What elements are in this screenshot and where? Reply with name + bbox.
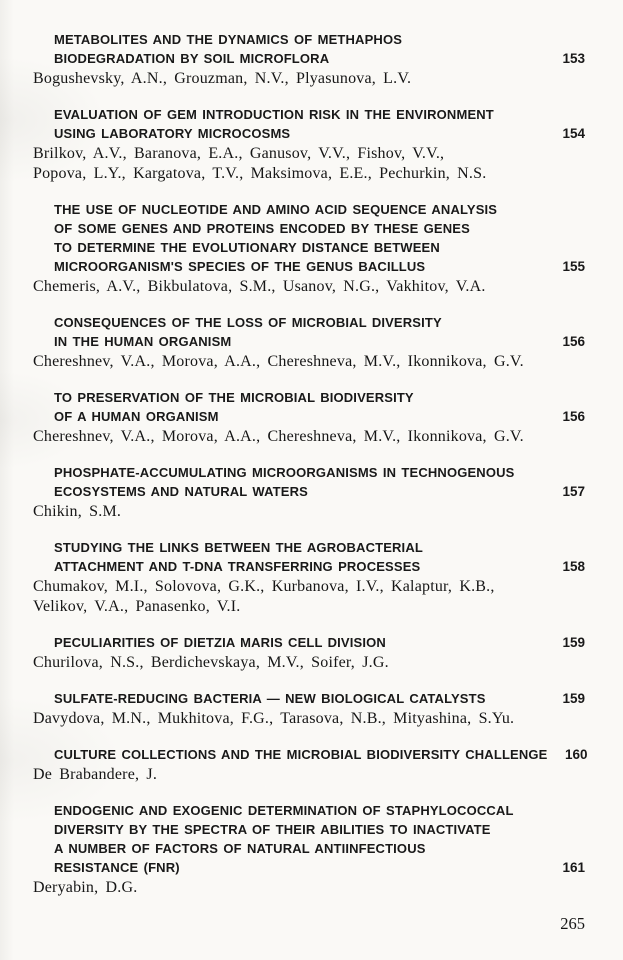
entry-author-line: Popova, L.Y., Kargatova, T.V., Maksimova, E.E., Pechurkin, N.S. (33, 165, 487, 182)
entry-page-number: 159 (562, 635, 585, 650)
entry-authors (33, 144, 585, 184)
entry-authors (33, 277, 585, 297)
entry-title-line: EVALUATION OF GEM INTRODUCTION RISK IN THE ENVIRONMENT (54, 107, 494, 122)
page-folio-number: 265 (560, 914, 585, 933)
entry-page-number: 158 (562, 559, 585, 574)
entry-title (54, 200, 497, 276)
entry-title-line: OF A HUMAN ORGANISM (54, 409, 219, 424)
entry-title-row (33, 30, 585, 68)
toc-entry (33, 30, 585, 89)
entry-author-line: Chereshnev, V.A., Morova, A.A., Chereshneva, M.V., Ikonnikova, G.V. (33, 428, 524, 445)
entry-title-line: METABOLITES AND THE DYNAMICS OF METHAPHOS (54, 32, 403, 47)
entry-title-line: CONSEQUENCES OF THE LOSS OF MICROBIAL DIVERSITY (54, 315, 442, 330)
toc-list (33, 30, 588, 898)
entry-title-row (33, 105, 585, 143)
entry-title-line: SULFATE-REDUCING BACTERIA — NEW BIOLOGICAL CATALYSTS (54, 691, 486, 706)
entry-author-line: Chikin, S.M. (33, 503, 122, 520)
entry-page-number: 154 (562, 126, 585, 141)
entry-title (54, 633, 386, 652)
entry-title-line: DIVERSITY BY THE SPECTRA OF THEIR ABILITIES TO INACTIVATE (54, 822, 491, 837)
entry-title-line: STUDYING THE LINKS BETWEEN THE AGROBACTERIAL (54, 540, 423, 555)
entry-title-line: MICROORGANISM'S SPECIES OF THE GENUS BACILLUS (54, 259, 426, 274)
entry-title-line: PECULIARITIES OF DIETZIA MARIS CELL DIVISION (54, 635, 386, 650)
entry-author-line: Deryabin, D.G. (33, 879, 138, 896)
entry-title-line: THE USE OF NUCLEOTIDE AND AMINO ACID SEQUENCE ANALYSIS (54, 202, 498, 217)
entry-title-line: OF SOME GENES AND PROTEINS ENCODED BY THESE GENES (54, 221, 470, 236)
entry-title-line: TO PRESERVATION OF THE MICROBIAL BIODIVERSITY (54, 390, 414, 405)
entry-author-line: Velikov, V.A., Panasenko, V.I. (33, 598, 241, 615)
entry-authors (33, 69, 585, 89)
toc-entry (33, 463, 585, 522)
entry-author-line: De Brabandere, J. (33, 766, 158, 783)
entry-author-line: Churilova, N.S., Berdichevskaya, M.V., Soifer, J.G. (33, 654, 389, 671)
entry-author-line: Chumakov, M.I., Solovova, G.K., Kurbanova, I.V., Kalaptur, K.B., (33, 578, 495, 595)
toc-entry (33, 538, 585, 617)
entry-authors (33, 709, 585, 729)
entry-title-row (33, 689, 585, 708)
entry-title-row (33, 200, 585, 276)
entry-title (54, 801, 514, 877)
entry-title-line: ECOSYSTEMS AND NATURAL WATERS (54, 484, 308, 499)
entry-title (54, 538, 423, 576)
entry-title-row (33, 463, 585, 501)
toc-entry (33, 689, 585, 729)
entry-page-number: 153 (562, 51, 585, 66)
toc-entry (33, 633, 585, 673)
toc-entry (33, 801, 585, 898)
entry-title (54, 313, 442, 351)
entry-title-line: RESISTANCE (FNR) (54, 860, 180, 875)
entry-title-line: ATTACHMENT AND T-DNA TRANSFERRING PROCESSES (54, 559, 421, 574)
entry-title (54, 689, 486, 708)
entry-author-line: Bogushevsky, A.N., Grouzman, N.V., Plyasunova, L.V. (33, 70, 412, 87)
entry-title-line: ENDOGENIC AND EXOGENIC DETERMINATION OF STAPHYLOCOCCAL (54, 803, 514, 818)
entry-page-number: 157 (562, 484, 585, 499)
entry-authors (33, 427, 585, 447)
entry-title (54, 30, 402, 68)
toc-entry (33, 200, 585, 297)
entry-title-row (33, 538, 585, 576)
entry-title-row (33, 801, 585, 877)
entry-title (54, 105, 494, 143)
entry-title (54, 388, 414, 426)
entry-authors (33, 765, 585, 785)
entry-author-line: Brilkov, A.V., Baranova, E.A., Ganusov, V.V., Fishov, V.V., (33, 145, 445, 162)
entry-page-number: 161 (562, 860, 585, 875)
entry-page-number: 160 (564, 747, 588, 762)
entry-authors (33, 878, 585, 898)
entry-page-number: 156 (562, 334, 585, 349)
entry-title-row (33, 633, 585, 652)
entry-title-line: A NUMBER OF FACTORS OF NATURAL ANTIINFECTIOUS (54, 841, 426, 856)
entry-title-line: IN THE HUMAN ORGANISM (54, 334, 232, 349)
entry-page-number: 155 (562, 259, 585, 274)
entry-authors (33, 502, 585, 522)
entry-title-line: USING LABORATORY MICROCOSMS (54, 126, 291, 141)
entry-title-row (33, 313, 585, 351)
entry-title-row (33, 388, 585, 426)
entry-title (54, 463, 514, 501)
entry-title-line: TO DETERMINE THE EVOLUTIONARY DISTANCE BETWEEN (54, 240, 440, 255)
entry-author-line: Davydova, M.N., Mukhitova, F.G., Tarasova, N.B., Mityashina, S.Yu. (33, 710, 515, 727)
toc-entry (33, 745, 588, 785)
entry-title-line: PHOSPHATE-ACCUMULATING MICROORGANISMS IN TECHNOGENOUS (54, 465, 515, 480)
entry-page-number: 156 (562, 409, 585, 424)
entry-authors (33, 653, 585, 673)
entry-page-number: 159 (562, 691, 585, 706)
entry-title-line: CULTURE COLLECTIONS AND THE MICROBIAL BIODIVERSITY CHALLENGE (54, 747, 548, 762)
toc-entry (33, 388, 585, 447)
entry-authors (33, 352, 585, 372)
entry-author-line: Chereshnev, V.A., Morova, A.A., Chereshneva, M.V., Ikonnikova, G.V. (33, 353, 524, 370)
entry-title (54, 745, 547, 764)
toc-entry (33, 313, 585, 372)
entry-title-line: BIODEGRADATION BY SOIL MICROFLORA (54, 51, 330, 66)
toc-entry (33, 105, 585, 184)
entry-title-row (33, 745, 588, 764)
entry-authors (33, 577, 585, 617)
entry-author-line: Chemeris, A.V., Bikbulatova, S.M., Usanov, N.G., Vakhitov, V.A. (33, 278, 486, 295)
